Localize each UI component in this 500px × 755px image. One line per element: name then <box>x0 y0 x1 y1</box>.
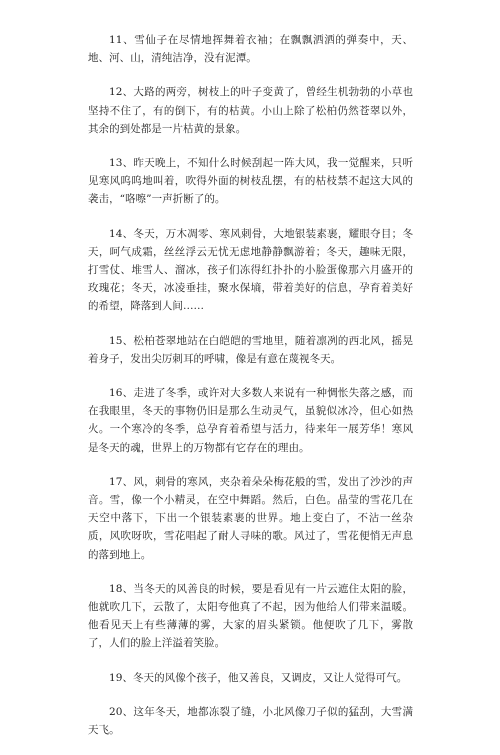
paragraph-20: 20、这年冬天，地都冻裂了缝，小北风像刀子似的猛刮，大雪满天飞。 <box>88 705 413 737</box>
paragraph-15: 15、松柏苍翠地站在白皑皑的雪地里，随着凛冽的西北风，摇晃着身子，发出尖厉刺耳的呼啸，像是有意在蔑视冬天。 <box>88 334 413 365</box>
paragraph-19: 19、冬天的风像个孩子，他又善良，又调皮，又让人觉得可气。 <box>109 671 408 684</box>
paragraph-17: 17、风，刺骨的寒风，夹杂着朵朵梅花般的雪，发出了沙沙的声音。雪，像一个小精灵，在空中舞蹈。然后，白色。晶莹的雪花几在天空中落下，下出一个银装素裹的世界。地上变白了，不沾一丝杂质，风吹呀吹，雪花唱起了耐人寻味的歌。风过了，雪花便悄无声息的落到地上。 <box>88 475 413 561</box>
paragraph-18: 18、当冬天的风善良的时候，要是看见有一片云遮住太阳的脸，他就吹几下，云散了，太阳夸他真了不起，因为他给人们带来温暖。他看见天上有些薄薄的雾，大家的眉头紧锁。他便吹了几下，雾散了，人们的脸上洋溢着笑脸。 <box>88 582 413 650</box>
paragraph-16: 16、走进了冬季，或许对大多数人来说有一种惆怅失落之感，而在我眼里，冬天的事物仍旧是那么生动灵气，虽貌似冰冷，但心如热火。一个寒冷的冬季，总孕育着希望与活力，待来年一展芳华！寒风是冬天的魂，世界上的万物都有它存在的理由。 <box>88 387 413 454</box>
paragraph-13: 13、昨天晚上，不知什么时候刮起一阵大风，我一觉醒来，只听见寒风呜呜地叫着，吹得外面的树枝乱摆，有的枯枝禁不起这大风的袭击，“咯嚓”一声折断了的。 <box>88 157 413 206</box>
paragraph-11: 11、雪仙子在尽情地挥舞着衣袖；在飘飘洒洒的弹奏中，天、地、河、山，清纯洁净，没有泥潭。 <box>88 34 413 65</box>
paragraph-12: 12、大路的两旁，树枝上的叶子变黄了，曾经生机勃勃的小草也坚持不住了，有的倒下，有的枯黄。小山上除了松柏仍然苍翠以外，其余的到处都是一片枯黄的景象。 <box>88 86 413 135</box>
paragraph-14: 14、冬天，万木凋零、寒风刺骨，大地银装素裹，耀眼夺目；冬天，呵气成霜，丝丝浮云无忧无虑地静静飘游着；冬天，趣味无限，打雪仗、堆雪人、溜冰，孩子们冻得红扑扑的小脸蛋像那六月盛开的玫瑰花；冬天，冰凌垂挂，聚水保墒，带着美好的信息，孕育着美好的希望，降落到人间…… <box>88 227 413 313</box>
article-body <box>88 31 413 755</box>
